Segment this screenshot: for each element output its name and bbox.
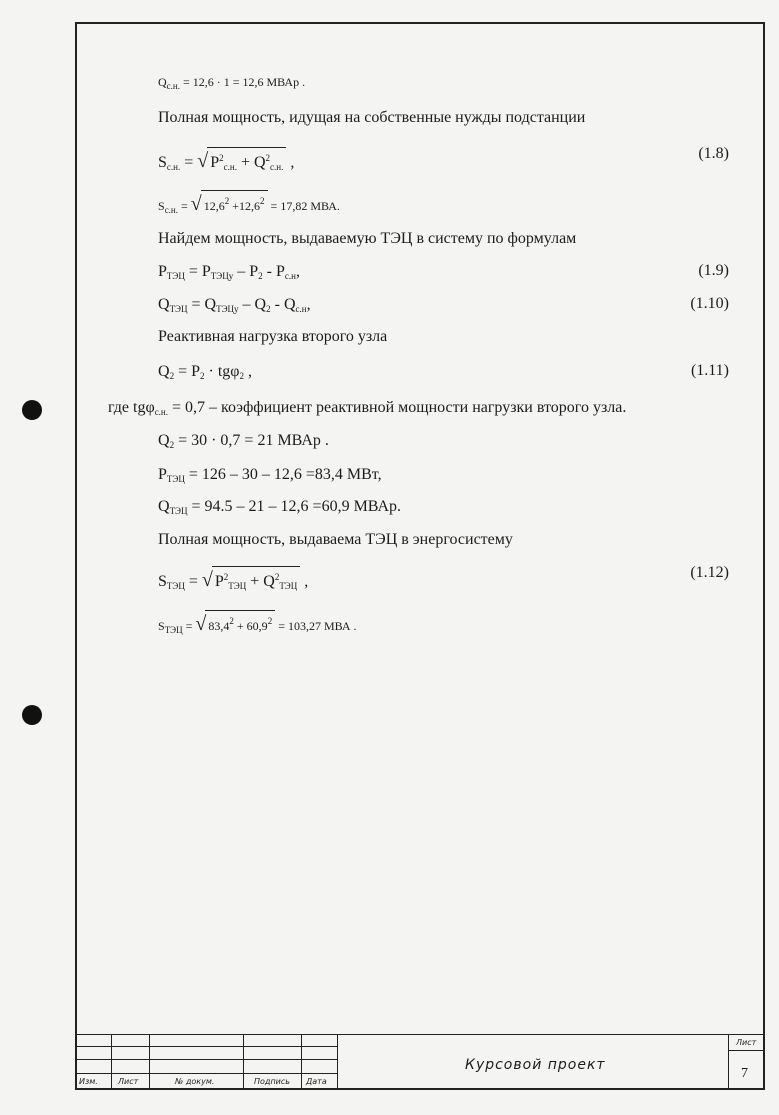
- tb-col-2: [149, 1034, 150, 1090]
- where-definition: где tgφ$_{с.н.}$ = 0,7 – коэффициент реактивной мощности нагрузки второго узла.: [108, 399, 627, 417]
- paragraph-full-power: Полная мощность, выдаваема ТЭЦ в энергосистему: [158, 531, 513, 548]
- sheet-label: Лист: [736, 1038, 757, 1047]
- tb-col-4: [301, 1034, 302, 1090]
- eq-number-1-8: (1.8): [698, 145, 729, 162]
- q2-calc: $Q_2 = 30 \cdot 0,7 = 21$ МВАр .: [158, 432, 329, 450]
- ptec-calc: $P_{ТЭЦ} = 126 - 30 - 12,6 =83,4$ МВт,: [158, 466, 382, 484]
- tb-col-1: [111, 1034, 112, 1090]
- tb-col-3: [243, 1034, 244, 1090]
- formula-1-11: $Q_2 = P_2 \cdot tg\varphi_2$ ,: [158, 363, 252, 381]
- col-sign-label: Подпись: [254, 1077, 290, 1086]
- col-doc-label: № докум.: [175, 1077, 215, 1086]
- sheet-number: 7: [741, 1066, 748, 1081]
- eq-number-1-12: (1.12): [690, 564, 729, 581]
- page-frame: [75, 22, 765, 1090]
- tb-row-3: [75, 1073, 337, 1074]
- col-izm-label: Изм.: [79, 1077, 98, 1086]
- binder-hole-bottom: [22, 705, 42, 725]
- formula-1-12: $S_{ТЭЦ}$ = √ $P^2_{ТЭЦ} + Q^2_{ТЭЦ}$ ,: [158, 566, 308, 596]
- tb-top-line: [75, 1034, 765, 1035]
- formula-1-10: $Q_{ТЭЦ} = Q_{ТЭЦу} - Q_2 - Q_{с.н}$,: [158, 296, 311, 314]
- title-block: [75, 1034, 765, 1090]
- project-title: Курсовой проект: [465, 1057, 606, 1073]
- col-date-label: Дата: [306, 1077, 327, 1086]
- paragraph-tec-power: Найдем мощность, выдаваемую ТЭЦ в систему по формулам: [158, 230, 577, 247]
- eq-number-1-9: (1.9): [698, 262, 729, 279]
- tb-row-1: [75, 1046, 337, 1047]
- eq-number-1-11: (1.11): [690, 362, 729, 379]
- col-list-label: Лист: [118, 1077, 139, 1086]
- binder-hole-top: [22, 400, 42, 420]
- paragraph-own-needs: Полная мощность, идущая на собственные нужды подстанции: [158, 109, 586, 126]
- formula-1-8: $S_{с.н.}$ = √ $P^2_{с.н.} + Q^2_{с.н.}$ ,: [158, 147, 294, 177]
- tb-row-2: [75, 1059, 337, 1060]
- tb-col-6: [728, 1034, 729, 1090]
- formula-1-9: $P_{ТЭЦ} = P_{ТЭЦу} - P_2 - P_{с.н}$,: [158, 263, 300, 281]
- qtec-calc: $Q_{ТЭЦ} = 94.5 - 21 - 12,6 =60,9$ МВАр.: [158, 498, 402, 516]
- tb-col-5: [337, 1034, 338, 1090]
- ssn-calc: $S_{с.н.}$ = √ $12,6^2 +12,6^2 = 17,82$ МВА.: [158, 190, 340, 220]
- stec-calc: $S_{ТЭЦ}$ = √ $83,4^2 + 60,9^2 = 103,27$ МВА .: [158, 610, 357, 640]
- tb-sheet-divider: [728, 1050, 765, 1051]
- qsn-line: $Q_{с.н.} = 12,6 \cdot 1 = 12,6$ МВАр .: [158, 75, 306, 91]
- paragraph-reactive-load: Реактивная нагрузка второго узла: [158, 328, 388, 345]
- eq-number-1-10: (1.10): [690, 295, 729, 312]
